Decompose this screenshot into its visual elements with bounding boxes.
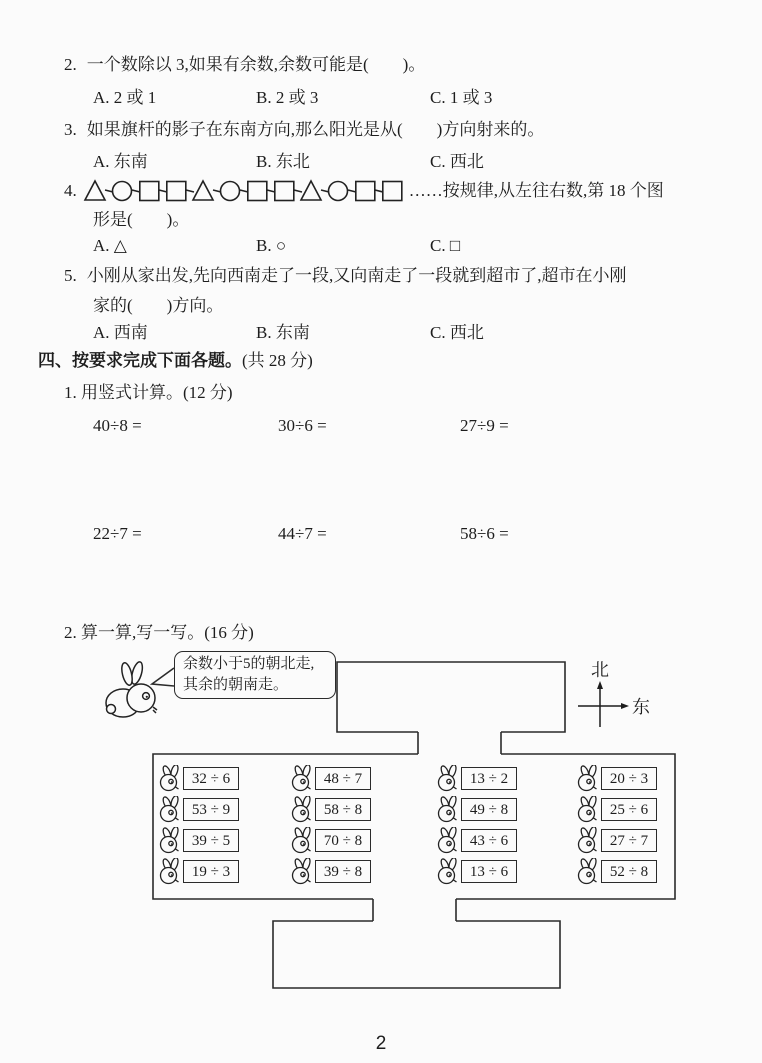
circle-shape	[112, 182, 131, 201]
bubble-text-line1: 余数小于5的朝北走,	[183, 656, 315, 672]
calc-problem: 27÷9 =	[460, 416, 509, 435]
maze-problem-item	[436, 765, 517, 790]
calc-problem: 22÷7 =	[93, 524, 142, 543]
compass-north-label: 北	[591, 660, 609, 680]
division-problem-box: 48 ÷ 7	[315, 767, 371, 790]
south-room-outline	[273, 921, 560, 988]
option-c: C. 西北	[430, 323, 484, 342]
bunny-icon	[158, 796, 182, 823]
question-number: 4.	[64, 180, 77, 200]
option-c: C. 1 或 3	[430, 88, 493, 107]
option-b: B. 东南	[256, 323, 310, 342]
maze-problem-item	[576, 827, 657, 852]
division-problem-box: 13 ÷ 2	[461, 767, 517, 790]
option-b: B. 东北	[256, 152, 310, 171]
bunny-icon	[290, 858, 314, 885]
maze-problem-item	[576, 796, 657, 821]
calc-problem: 44÷7 =	[278, 524, 327, 543]
maze-problem-item	[436, 858, 517, 883]
division-problem-box: 32 ÷ 6	[183, 767, 239, 790]
division-problem-box: 25 ÷ 6	[601, 798, 657, 821]
maze-diagram	[50, 645, 730, 1010]
division-problem-box: 39 ÷ 5	[183, 829, 239, 852]
calc-problem: 30÷6 =	[278, 416, 327, 435]
compass-icon	[578, 681, 629, 727]
option-c: C. □	[430, 236, 461, 255]
division-problem-box: 19 ÷ 3	[183, 860, 239, 883]
option-a: A. △	[93, 236, 127, 255]
question-text: ……按规律,从左往右数,第 18 个图	[408, 180, 664, 200]
calc-problem: 58÷6 =	[460, 524, 509, 543]
maze-problem-item	[158, 765, 239, 790]
speech-bubble-tail	[152, 668, 174, 686]
south-passage-walls	[373, 899, 456, 921]
division-problem-box: 39 ÷ 8	[315, 860, 371, 883]
option-a: A. 2 或 1	[93, 88, 157, 107]
square-shape	[275, 182, 294, 201]
circle-shape	[220, 182, 239, 201]
bunny-icon	[576, 827, 600, 854]
division-problem-box: 13 ÷ 6	[461, 860, 517, 883]
bunny-icon	[290, 827, 314, 854]
bunny-icon	[436, 827, 460, 854]
maze-problem-item	[290, 765, 371, 790]
option-a: A. 西南	[93, 323, 148, 342]
section-heading	[38, 351, 313, 371]
division-problem-box: 52 ÷ 8	[601, 860, 657, 883]
question-text: 小刚从家出发,先向西南走了一段,又向南走了一段就到超市了,超市在小刚	[86, 266, 627, 285]
question-4	[64, 178, 664, 204]
division-problem-box: 58 ÷ 8	[315, 798, 371, 821]
option-a: A. 东南	[93, 152, 148, 171]
maze-problem-item	[290, 827, 371, 852]
question-2	[64, 55, 425, 75]
triangle-shape	[301, 181, 321, 200]
question-5	[64, 266, 627, 286]
circle-shape	[328, 182, 347, 201]
rabbit-icon	[106, 661, 157, 717]
calc-title: 1. 用竖式计算。(12 分)	[64, 383, 233, 402]
question-number: 3.	[64, 120, 77, 139]
maze-problem-item	[158, 827, 239, 852]
square-shape	[140, 182, 159, 201]
maze-problem-item	[436, 827, 517, 852]
section-heading-text: 四、按要求完成下面各题。	[38, 351, 242, 370]
question-2-options	[93, 88, 492, 108]
bunny-icon	[158, 858, 182, 885]
question-text: 如果旗杆的影子在东南方向,那么阳光是从( )方向射来的。	[86, 120, 545, 139]
maze-problem-item	[158, 858, 239, 883]
square-shape	[383, 182, 402, 201]
bunny-icon	[576, 765, 600, 792]
speech-bubble	[174, 651, 336, 699]
square-shape	[248, 182, 267, 201]
division-problem-box: 70 ÷ 8	[315, 829, 371, 852]
square-shape	[356, 182, 375, 201]
compass-east-label: 东	[632, 697, 650, 717]
maze-title: 2. 算一算,写一写。(16 分)	[64, 623, 254, 642]
maze-problem-item	[290, 858, 371, 883]
bunny-icon	[436, 765, 460, 792]
bunny-icon	[436, 858, 460, 885]
page-number: 2	[375, 1033, 387, 1054]
bunny-icon	[158, 765, 182, 792]
triangle-shape	[193, 181, 213, 200]
bunny-icon	[576, 796, 600, 823]
division-problem-box: 43 ÷ 6	[461, 829, 517, 852]
north-room-outline	[337, 662, 565, 732]
maze-problem-item	[576, 858, 657, 883]
question-3-options	[93, 152, 484, 172]
triangle-shape	[85, 181, 105, 200]
bunny-icon	[436, 796, 460, 823]
question-text: 一个数除以 3,如果有余数,余数可能是( )。	[86, 55, 426, 74]
question-5-options	[93, 323, 484, 343]
bunny-icon	[158, 827, 182, 854]
question-4-text-line2: 形是( )。	[93, 210, 190, 229]
option-c: C. 西北	[430, 152, 484, 171]
bunny-icon	[290, 765, 314, 792]
maze-problem-item	[290, 796, 371, 821]
square-shape	[167, 182, 186, 201]
bunny-icon	[290, 796, 314, 823]
division-problem-box: 49 ÷ 8	[461, 798, 517, 821]
bunny-icon	[576, 858, 600, 885]
option-b: B. ○	[256, 236, 287, 255]
question-number: 2.	[64, 55, 77, 74]
option-b: B. 2 或 3	[256, 88, 319, 107]
section-heading-score: (共 28 分)	[242, 351, 313, 370]
bubble-text-line2: 其余的朝南走。	[183, 677, 289, 693]
question-4-options	[93, 236, 460, 256]
maze-problem-item	[576, 765, 657, 790]
division-problem-box: 27 ÷ 7	[601, 829, 657, 852]
question-5-text-line2: 家的( )方向。	[93, 296, 224, 315]
question-number: 5.	[64, 266, 77, 285]
division-problem-box: 53 ÷ 9	[183, 798, 239, 821]
north-passage-walls	[418, 732, 501, 754]
division-problem-box: 20 ÷ 3	[601, 767, 657, 790]
maze-problem-item	[158, 796, 239, 821]
calc-problem: 40÷8 =	[93, 416, 142, 435]
maze-problem-item	[436, 796, 517, 821]
question-3	[64, 120, 544, 140]
shape-sequence	[83, 178, 409, 204]
